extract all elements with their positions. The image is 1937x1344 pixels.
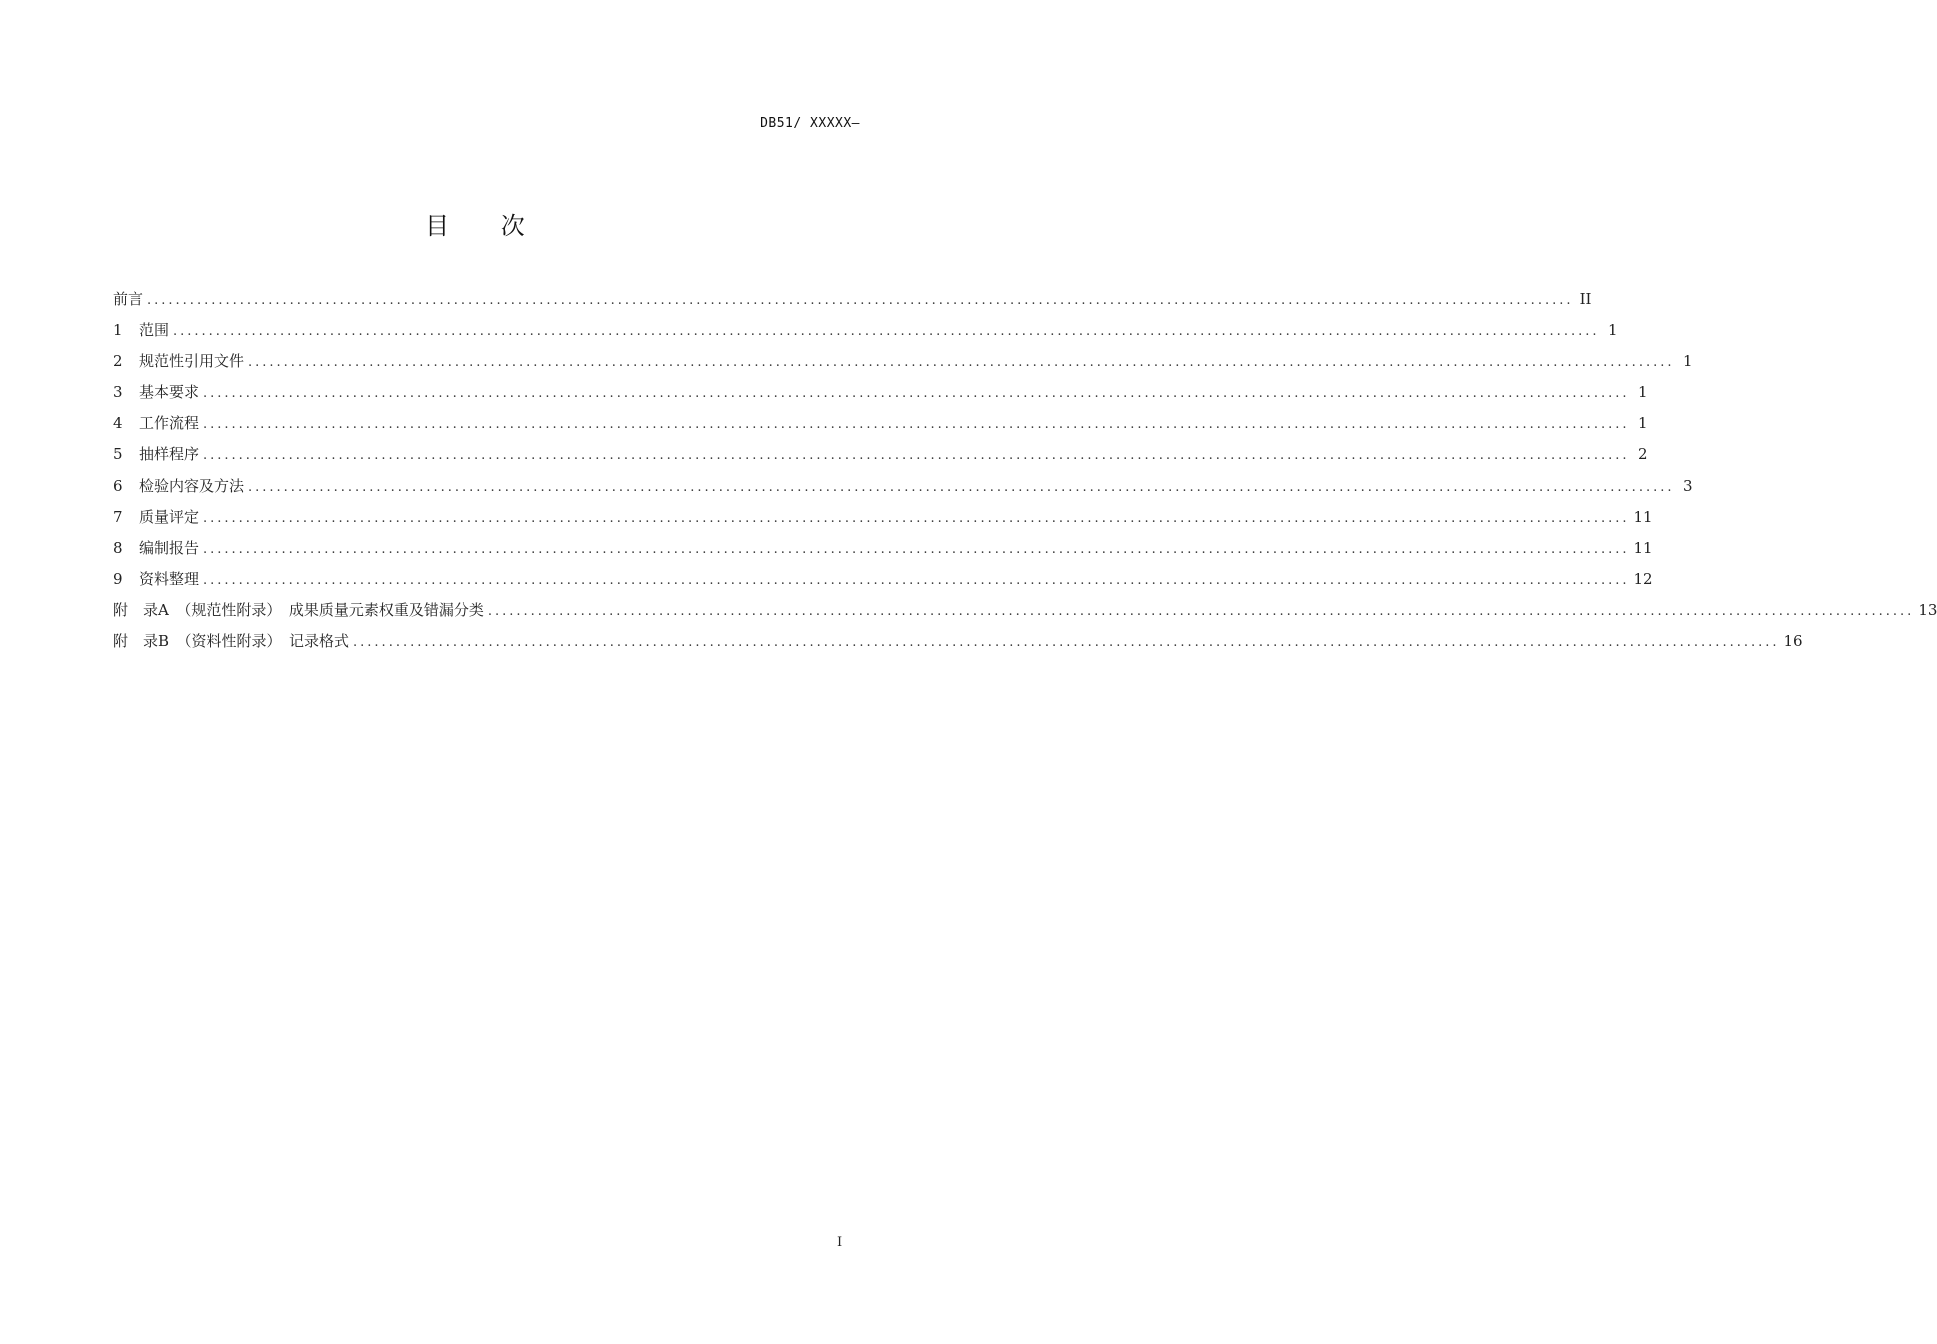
- toc-entry-page: 11: [1633, 507, 1653, 526]
- leader-dots: ........................................................................................................................................................................................................: [147, 293, 1574, 308]
- leader-dots: ........................................................................................................................................................................................................: [203, 417, 1630, 433]
- toc-entry-label: 附 录B （资料性附录） 记录格式: [113, 632, 350, 651]
- leader-dots: ........................................................................................................................................................................................................: [203, 386, 1630, 402]
- toc-entry-page: 1: [1637, 414, 1648, 433]
- standard-code: DB51/ XXXXX—: [760, 116, 860, 131]
- toc-entry-number: 9: [113, 569, 123, 588]
- toc-entry-number: 2: [113, 352, 123, 371]
- toc-entry-page: 13: [1918, 600, 1937, 619]
- toc-entry-page: 3: [1682, 476, 1693, 495]
- leader-dots: ........................................................................................................................................................................................................: [203, 448, 1630, 464]
- toc-entry-label: 检验内容及方法: [139, 476, 245, 495]
- toc-entry-page: 2: [1637, 445, 1648, 464]
- toc-entry-number: 3: [113, 383, 123, 402]
- toc-entry-page: 11: [1633, 538, 1653, 557]
- table-of-contents: [113, 284, 1937, 657]
- toc-entry-number: 8: [113, 538, 123, 557]
- toc-entry-page: 1: [1607, 321, 1618, 340]
- toc-entry-7[interactable]: [113, 502, 1653, 533]
- toc-entry-number: 6: [113, 476, 123, 495]
- toc-entry-label: 抽样程序: [139, 445, 200, 464]
- toc-entry-page: 12: [1633, 569, 1653, 588]
- toc-entry-6[interactable]: [113, 471, 1693, 502]
- toc-entry-label: 前言: [113, 290, 144, 308]
- leader-dots: ........................................................................................................................................................................................................: [487, 603, 1915, 619]
- toc-entry-label: 基本要求: [139, 383, 200, 402]
- toc-title: 目 次: [425, 212, 547, 240]
- toc-entry-label: 规范性引用文件: [139, 352, 245, 371]
- toc-entry-label: 编制报告: [139, 538, 200, 557]
- toc-entry-label: 资料整理: [139, 569, 200, 588]
- toc-entry-label: 质量评定: [139, 507, 200, 526]
- toc-entry-foreword[interactable]: [113, 284, 1592, 315]
- leader-dots: ........................................................................................................................................................................................................: [248, 355, 1675, 371]
- toc-entry-9[interactable]: [113, 564, 1653, 595]
- toc-entry-number: 4: [113, 414, 123, 433]
- toc-entry-label: 工作流程: [139, 414, 200, 433]
- toc-entry-page: II: [1579, 290, 1592, 308]
- toc-entry-page: 16: [1783, 632, 1803, 651]
- leader-dots: ........................................................................................................................................................................................................: [203, 541, 1630, 557]
- leader-dots: ........................................................................................................................................................................................................: [203, 510, 1630, 526]
- toc-entry-appendix-a[interactable]: [113, 595, 1937, 626]
- toc-entry-page: 1: [1637, 383, 1648, 402]
- leader-dots: ........................................................................................................................................................................................................: [248, 479, 1675, 495]
- toc-entry-number: 1: [113, 321, 123, 340]
- toc-entry-number: 7: [113, 507, 123, 526]
- page-number: I: [837, 1235, 843, 1250]
- leader-dots: ........................................................................................................................................................................................................: [173, 324, 1600, 340]
- toc-entry-5[interactable]: [113, 439, 1648, 470]
- toc-entry-label: 附 录A （规范性附录） 成果质量元素权重及错漏分类: [113, 600, 484, 619]
- toc-entry-1[interactable]: [113, 315, 1618, 346]
- toc-entry-3[interactable]: [113, 377, 1648, 408]
- toc-entry-page: 1: [1682, 352, 1693, 371]
- toc-entry-appendix-b[interactable]: [113, 626, 1803, 657]
- leader-dots: ........................................................................................................................................................................................................: [203, 572, 1630, 588]
- leader-dots: ........................................................................................................................................................................................................: [353, 635, 1780, 651]
- toc-entry-number: 5: [113, 445, 123, 464]
- toc-entry-2[interactable]: [113, 346, 1693, 377]
- toc-entry-label: 范围: [139, 321, 170, 340]
- toc-entry-4[interactable]: [113, 408, 1648, 439]
- toc-entry-8[interactable]: [113, 533, 1653, 564]
